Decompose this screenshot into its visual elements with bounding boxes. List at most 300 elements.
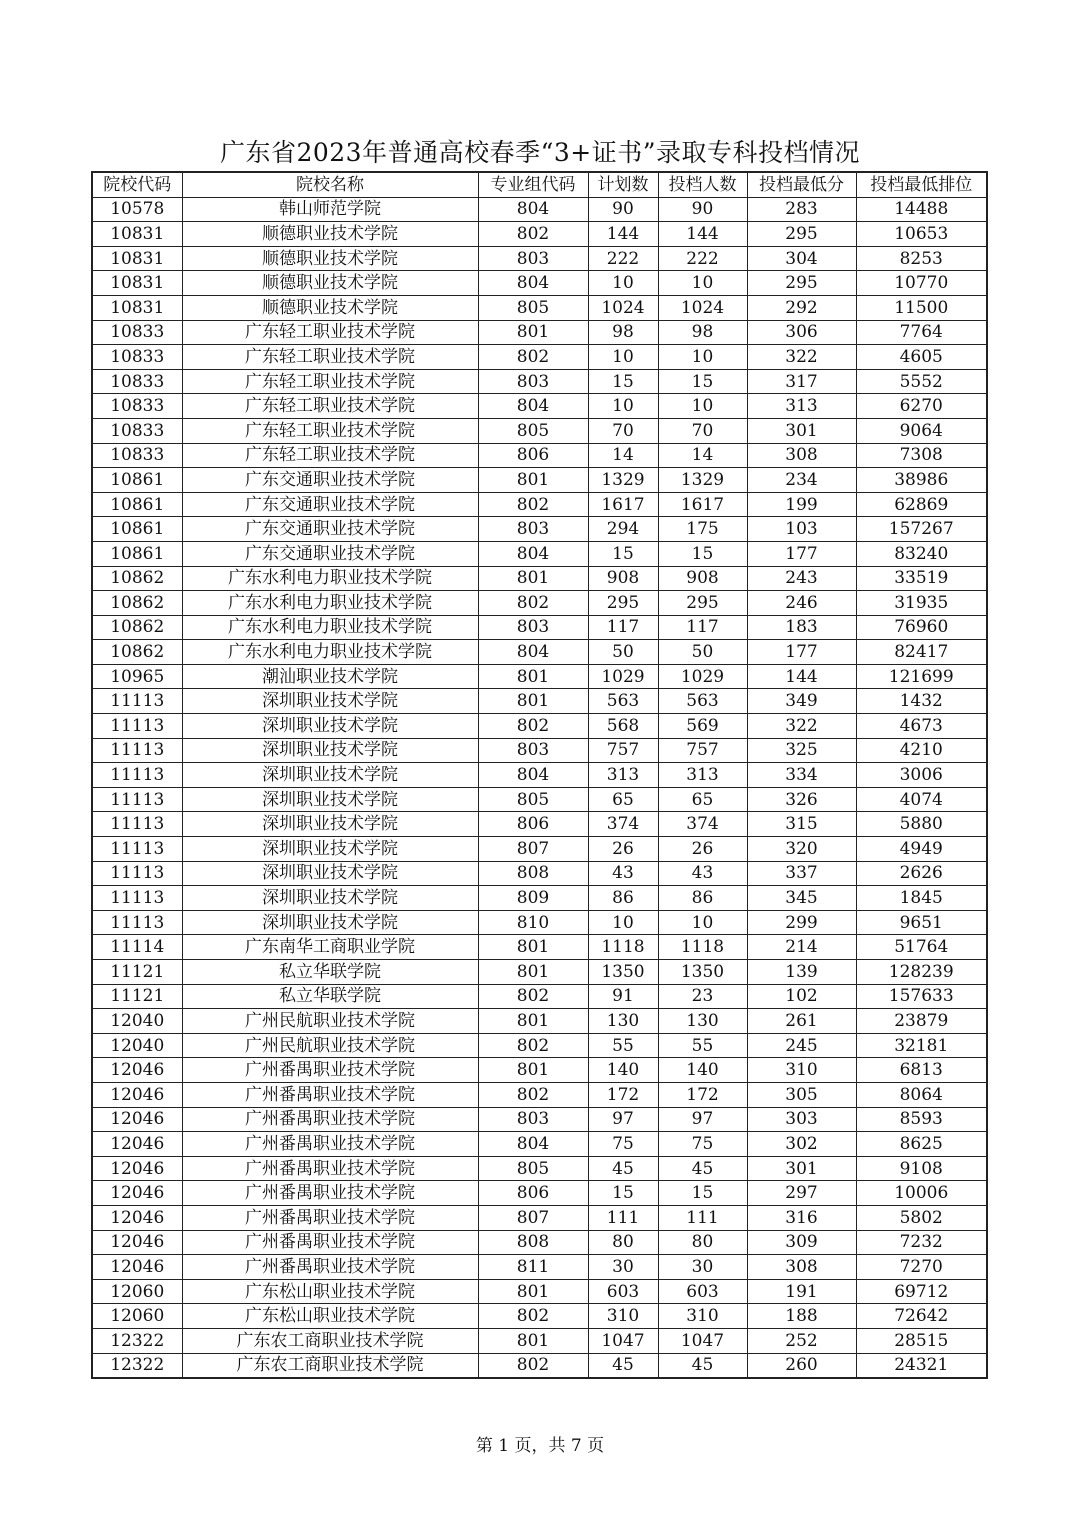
- table-row: [92, 1205, 987, 1230]
- group-code-cell: 802: [478, 345, 588, 370]
- plan-count-cell: 111: [588, 1205, 658, 1230]
- school-code-cell: 12046: [92, 1082, 182, 1107]
- min-score-cell: 337: [747, 861, 856, 886]
- plan-count-cell: 10: [588, 271, 658, 296]
- admitted-count-cell: 15: [658, 369, 747, 394]
- school-code-cell: 12060: [92, 1279, 182, 1304]
- group-code-cell: 801: [478, 1009, 588, 1034]
- plan-count-cell: 91: [588, 984, 658, 1009]
- min-score-cell: 302: [747, 1132, 856, 1157]
- plan-count-cell: 374: [588, 812, 658, 837]
- group-code-cell: 803: [478, 738, 588, 763]
- school-code-cell: 10862: [92, 591, 182, 616]
- min-rank-cell: 4949: [856, 837, 987, 862]
- min-rank-cell: 9651: [856, 910, 987, 935]
- min-rank-cell: 2626: [856, 861, 987, 886]
- group-code-cell: 801: [478, 689, 588, 714]
- admitted-count-cell: 10: [658, 271, 747, 296]
- table-row: [92, 320, 987, 345]
- school-code-cell: 11113: [92, 812, 182, 837]
- plan-count-cell: 15: [588, 1181, 658, 1206]
- table-row: [92, 861, 987, 886]
- table-row: [92, 541, 987, 566]
- school-code-cell: 10862: [92, 566, 182, 591]
- plan-count-cell: 30: [588, 1255, 658, 1280]
- min-score-cell: 315: [747, 812, 856, 837]
- school-name-cell: 广州番禺职业技术学院: [182, 1230, 478, 1255]
- min-score-cell: 295: [747, 222, 856, 247]
- min-score-cell: 234: [747, 468, 856, 493]
- min-rank-cell: 11500: [856, 295, 987, 320]
- admitted-count-cell: 1617: [658, 492, 747, 517]
- group-code-cell: 804: [478, 394, 588, 419]
- min-rank-cell: 8625: [856, 1132, 987, 1157]
- min-rank-cell: 9064: [856, 418, 987, 443]
- admitted-count-cell: 295: [658, 591, 747, 616]
- admitted-count-cell: 43: [658, 861, 747, 886]
- table-row: [92, 812, 987, 837]
- school-code-cell: 10861: [92, 492, 182, 517]
- group-code-cell: 803: [478, 246, 588, 271]
- group-code-cell: 802: [478, 1304, 588, 1329]
- min-rank-cell: 7270: [856, 1255, 987, 1280]
- min-score-cell: 103: [747, 517, 856, 542]
- table-row: [92, 763, 987, 788]
- plan-count-cell: 65: [588, 787, 658, 812]
- school-code-cell: 10861: [92, 541, 182, 566]
- plan-count-cell: 70: [588, 418, 658, 443]
- school-code-cell: 10831: [92, 295, 182, 320]
- table-row: [92, 886, 987, 911]
- school-code-cell: 11113: [92, 763, 182, 788]
- school-code-cell: 12046: [92, 1255, 182, 1280]
- admitted-count-cell: 86: [658, 886, 747, 911]
- min-score-cell: 316: [747, 1205, 856, 1230]
- school-name-cell: 深圳职业技术学院: [182, 837, 478, 862]
- min-rank-cell: 76960: [856, 615, 987, 640]
- school-name-cell: 广东水利电力职业技术学院: [182, 615, 478, 640]
- table-row: [92, 1132, 987, 1157]
- min-rank-cell: 5802: [856, 1205, 987, 1230]
- min-score-cell: 243: [747, 566, 856, 591]
- group-code-cell: 801: [478, 960, 588, 985]
- min-score-cell: 306: [747, 320, 856, 345]
- table-row: [92, 1156, 987, 1181]
- table-row: [92, 271, 987, 296]
- admitted-count-cell: 14: [658, 443, 747, 468]
- table-body: [92, 197, 987, 1378]
- plan-count-cell: 313: [588, 763, 658, 788]
- table-row: [92, 960, 987, 985]
- plan-count-cell: 144: [588, 222, 658, 247]
- admitted-count-cell: 908: [658, 566, 747, 591]
- school-name-cell: 广州民航职业技术学院: [182, 1033, 478, 1058]
- plan-count-cell: 75: [588, 1132, 658, 1157]
- min-rank-cell: 23879: [856, 1009, 987, 1034]
- group-code-cell: 801: [478, 935, 588, 960]
- table-row: [92, 935, 987, 960]
- min-rank-cell: 8064: [856, 1082, 987, 1107]
- group-code-cell: 801: [478, 1279, 588, 1304]
- school-code-cell: 12040: [92, 1033, 182, 1058]
- table-row: [92, 664, 987, 689]
- admitted-count-cell: 172: [658, 1082, 747, 1107]
- school-code-cell: 12046: [92, 1058, 182, 1083]
- plan-count-cell: 1118: [588, 935, 658, 960]
- group-code-cell: 801: [478, 566, 588, 591]
- plan-count-cell: 10: [588, 345, 658, 370]
- plan-count-cell: 55: [588, 1033, 658, 1058]
- table-row: [92, 1107, 987, 1132]
- table-row: [92, 591, 987, 616]
- school-code-cell: 12060: [92, 1304, 182, 1329]
- column-header-min-rank: 投档最低排位: [856, 172, 987, 197]
- table-row: [92, 1230, 987, 1255]
- table-row: [92, 1058, 987, 1083]
- table-row: [92, 369, 987, 394]
- admitted-count-cell: 111: [658, 1205, 747, 1230]
- plan-count-cell: 222: [588, 246, 658, 271]
- group-code-cell: 804: [478, 197, 588, 222]
- min-score-cell: 322: [747, 714, 856, 739]
- plan-count-cell: 603: [588, 1279, 658, 1304]
- plan-count-cell: 908: [588, 566, 658, 591]
- min-rank-cell: 28515: [856, 1328, 987, 1353]
- school-code-cell: 10862: [92, 640, 182, 665]
- school-name-cell: 广东水利电力职业技术学院: [182, 566, 478, 591]
- school-code-cell: 10833: [92, 369, 182, 394]
- min-rank-cell: 7308: [856, 443, 987, 468]
- plan-count-cell: 90: [588, 197, 658, 222]
- plan-count-cell: 80: [588, 1230, 658, 1255]
- min-score-cell: 299: [747, 910, 856, 935]
- min-rank-cell: 10006: [856, 1181, 987, 1206]
- plan-count-cell: 294: [588, 517, 658, 542]
- admitted-count-cell: 97: [658, 1107, 747, 1132]
- school-code-cell: 11113: [92, 787, 182, 812]
- school-code-cell: 12046: [92, 1156, 182, 1181]
- admitted-count-cell: 757: [658, 738, 747, 763]
- group-code-cell: 805: [478, 787, 588, 812]
- admitted-count-cell: 65: [658, 787, 747, 812]
- min-score-cell: 349: [747, 689, 856, 714]
- school-name-cell: 广东农工商职业技术学院: [182, 1328, 478, 1353]
- school-name-cell: 深圳职业技术学院: [182, 689, 478, 714]
- group-code-cell: 805: [478, 1156, 588, 1181]
- school-name-cell: 广州番禺职业技术学院: [182, 1181, 478, 1206]
- min-score-cell: 334: [747, 763, 856, 788]
- min-score-cell: 188: [747, 1304, 856, 1329]
- plan-count-cell: 568: [588, 714, 658, 739]
- page-title: 广东省2023年普通高校春季“3+证书”录取专科投档情况: [219, 138, 861, 167]
- group-code-cell: 809: [478, 886, 588, 911]
- min-score-cell: 139: [747, 960, 856, 985]
- min-rank-cell: 5552: [856, 369, 987, 394]
- min-score-cell: 308: [747, 1255, 856, 1280]
- school-name-cell: 广东松山职业技术学院: [182, 1279, 478, 1304]
- admitted-count-cell: 1118: [658, 935, 747, 960]
- plan-count-cell: 45: [588, 1353, 658, 1378]
- table-row: [92, 1033, 987, 1058]
- plan-count-cell: 98: [588, 320, 658, 345]
- group-code-cell: 802: [478, 591, 588, 616]
- admitted-count-cell: 603: [658, 1279, 747, 1304]
- plan-count-cell: 295: [588, 591, 658, 616]
- school-name-cell: 韩山师范学院: [182, 197, 478, 222]
- group-code-cell: 806: [478, 1181, 588, 1206]
- school-code-cell: 11113: [92, 886, 182, 911]
- school-name-cell: 顺德职业技术学院: [182, 295, 478, 320]
- school-name-cell: 广东交通职业技术学院: [182, 468, 478, 493]
- school-name-cell: 广东轻工职业技术学院: [182, 320, 478, 345]
- min-rank-cell: 3006: [856, 763, 987, 788]
- admitted-count-cell: 75: [658, 1132, 747, 1157]
- group-code-cell: 804: [478, 271, 588, 296]
- min-score-cell: 317: [747, 369, 856, 394]
- group-code-cell: 804: [478, 763, 588, 788]
- school-name-cell: 顺德职业技术学院: [182, 222, 478, 247]
- group-code-cell: 803: [478, 517, 588, 542]
- admitted-count-cell: 15: [658, 1181, 747, 1206]
- min-rank-cell: 10653: [856, 222, 987, 247]
- plan-count-cell: 86: [588, 886, 658, 911]
- min-score-cell: 304: [747, 246, 856, 271]
- table-row: [92, 689, 987, 714]
- school-code-cell: 10861: [92, 517, 182, 542]
- school-name-cell: 广州番禺职业技术学院: [182, 1132, 478, 1157]
- admitted-count-cell: 140: [658, 1058, 747, 1083]
- school-name-cell: 深圳职业技术学院: [182, 861, 478, 886]
- school-name-cell: 广东松山职业技术学院: [182, 1304, 478, 1329]
- group-code-cell: 802: [478, 1353, 588, 1378]
- min-score-cell: 320: [747, 837, 856, 862]
- table-row: [92, 738, 987, 763]
- group-code-cell: 806: [478, 812, 588, 837]
- min-score-cell: 310: [747, 1058, 856, 1083]
- table-row: [92, 1082, 987, 1107]
- school-name-cell: 广东交通职业技术学院: [182, 541, 478, 566]
- school-name-cell: 广州番禺职业技术学院: [182, 1255, 478, 1280]
- school-code-cell: 10833: [92, 345, 182, 370]
- min-score-cell: 303: [747, 1107, 856, 1132]
- school-code-cell: 11113: [92, 738, 182, 763]
- school-name-cell: 广州番禺职业技术学院: [182, 1058, 478, 1083]
- min-rank-cell: 1432: [856, 689, 987, 714]
- admitted-count-cell: 15: [658, 541, 747, 566]
- school-name-cell: 深圳职业技术学院: [182, 886, 478, 911]
- school-code-cell: 12046: [92, 1205, 182, 1230]
- school-name-cell: 广州番禺职业技术学院: [182, 1082, 478, 1107]
- min-rank-cell: 14488: [856, 197, 987, 222]
- plan-count-cell: 140: [588, 1058, 658, 1083]
- min-score-cell: 191: [747, 1279, 856, 1304]
- min-rank-cell: 6813: [856, 1058, 987, 1083]
- school-name-cell: 广州民航职业技术学院: [182, 1009, 478, 1034]
- column-header-school-name: 院校名称: [182, 172, 478, 197]
- school-code-cell: 10578: [92, 197, 182, 222]
- group-code-cell: 810: [478, 910, 588, 935]
- school-code-cell: 11113: [92, 837, 182, 862]
- group-code-cell: 801: [478, 664, 588, 689]
- admission-table: [91, 171, 988, 1379]
- group-code-cell: 804: [478, 1132, 588, 1157]
- plan-count-cell: 26: [588, 837, 658, 862]
- school-code-cell: 11121: [92, 984, 182, 1009]
- school-code-cell: 10831: [92, 271, 182, 296]
- min-score-cell: 199: [747, 492, 856, 517]
- admitted-count-cell: 30: [658, 1255, 747, 1280]
- table-row: [92, 345, 987, 370]
- school-name-cell: 广东轻工职业技术学院: [182, 369, 478, 394]
- admitted-count-cell: 70: [658, 418, 747, 443]
- min-score-cell: 305: [747, 1082, 856, 1107]
- group-code-cell: 802: [478, 714, 588, 739]
- plan-count-cell: 117: [588, 615, 658, 640]
- min-score-cell: 295: [747, 271, 856, 296]
- min-rank-cell: 5880: [856, 812, 987, 837]
- admitted-count-cell: 10: [658, 345, 747, 370]
- school-code-cell: 12046: [92, 1107, 182, 1132]
- admitted-count-cell: 222: [658, 246, 747, 271]
- table-row: [92, 295, 987, 320]
- min-rank-cell: 157267: [856, 517, 987, 542]
- admitted-count-cell: 563: [658, 689, 747, 714]
- plan-count-cell: 563: [588, 689, 658, 714]
- min-rank-cell: 157633: [856, 984, 987, 1009]
- min-rank-cell: 62869: [856, 492, 987, 517]
- school-code-cell: 10862: [92, 615, 182, 640]
- group-code-cell: 802: [478, 1082, 588, 1107]
- group-code-cell: 804: [478, 541, 588, 566]
- min-rank-cell: 6270: [856, 394, 987, 419]
- table-row: [92, 1009, 987, 1034]
- min-score-cell: 283: [747, 197, 856, 222]
- column-header-plan-count: 计划数: [588, 172, 658, 197]
- plan-count-cell: 10: [588, 394, 658, 419]
- group-code-cell: 803: [478, 1107, 588, 1132]
- table-row: [92, 492, 987, 517]
- min-rank-cell: 10770: [856, 271, 987, 296]
- school-code-cell: 12322: [92, 1353, 182, 1378]
- min-score-cell: 309: [747, 1230, 856, 1255]
- school-name-cell: 广东水利电力职业技术学院: [182, 591, 478, 616]
- school-name-cell: 广州番禺职业技术学院: [182, 1205, 478, 1230]
- table-row: [92, 910, 987, 935]
- table-row: [92, 1255, 987, 1280]
- school-code-cell: 10833: [92, 418, 182, 443]
- min-score-cell: 102: [747, 984, 856, 1009]
- admitted-count-cell: 23: [658, 984, 747, 1009]
- school-code-cell: 10965: [92, 664, 182, 689]
- min-score-cell: 322: [747, 345, 856, 370]
- school-name-cell: 深圳职业技术学院: [182, 714, 478, 739]
- min-rank-cell: 33519: [856, 566, 987, 591]
- admitted-count-cell: 313: [658, 763, 747, 788]
- admitted-count-cell: 55: [658, 1033, 747, 1058]
- min-score-cell: 313: [747, 394, 856, 419]
- page-footer: 第 1 页，共 7 页: [475, 1436, 605, 1456]
- school-code-cell: 10833: [92, 320, 182, 345]
- table-row: [92, 468, 987, 493]
- admitted-count-cell: 10: [658, 910, 747, 935]
- school-name-cell: 私立华联学院: [182, 984, 478, 1009]
- school-code-cell: 10831: [92, 246, 182, 271]
- plan-count-cell: 45: [588, 1156, 658, 1181]
- school-name-cell: 私立华联学院: [182, 960, 478, 985]
- school-code-cell: 10833: [92, 394, 182, 419]
- admitted-count-cell: 90: [658, 197, 747, 222]
- school-name-cell: 广东轻工职业技术学院: [182, 418, 478, 443]
- admitted-count-cell: 50: [658, 640, 747, 665]
- plan-count-cell: 1617: [588, 492, 658, 517]
- min-score-cell: 261: [747, 1009, 856, 1034]
- group-code-cell: 806: [478, 443, 588, 468]
- min-rank-cell: 1845: [856, 886, 987, 911]
- plan-count-cell: 757: [588, 738, 658, 763]
- min-rank-cell: 72642: [856, 1304, 987, 1329]
- plan-count-cell: 1029: [588, 664, 658, 689]
- min-rank-cell: 9108: [856, 1156, 987, 1181]
- min-rank-cell: 51764: [856, 935, 987, 960]
- plan-count-cell: 14: [588, 443, 658, 468]
- school-code-cell: 10831: [92, 222, 182, 247]
- min-rank-cell: 128239: [856, 960, 987, 985]
- column-header-group-code: 专业组代码: [478, 172, 588, 197]
- min-score-cell: 326: [747, 787, 856, 812]
- group-code-cell: 802: [478, 222, 588, 247]
- min-score-cell: 325: [747, 738, 856, 763]
- table-row: [92, 984, 987, 1009]
- table-row: [92, 443, 987, 468]
- group-code-cell: 801: [478, 320, 588, 345]
- admitted-count-cell: 117: [658, 615, 747, 640]
- min-rank-cell: 82417: [856, 640, 987, 665]
- min-score-cell: 297: [747, 1181, 856, 1206]
- school-name-cell: 顺德职业技术学院: [182, 246, 478, 271]
- min-rank-cell: 7764: [856, 320, 987, 345]
- table-row: [92, 418, 987, 443]
- group-code-cell: 802: [478, 1033, 588, 1058]
- school-name-cell: 广东交通职业技术学院: [182, 517, 478, 542]
- group-code-cell: 807: [478, 1205, 588, 1230]
- plan-count-cell: 1350: [588, 960, 658, 985]
- school-name-cell: 深圳职业技术学院: [182, 763, 478, 788]
- plan-count-cell: 50: [588, 640, 658, 665]
- table-row: [92, 566, 987, 591]
- table-row: [92, 1279, 987, 1304]
- school-name-cell: 深圳职业技术学院: [182, 812, 478, 837]
- min-score-cell: 260: [747, 1353, 856, 1378]
- min-rank-cell: 31935: [856, 591, 987, 616]
- group-code-cell: 802: [478, 492, 588, 517]
- table-row: [92, 1328, 987, 1353]
- school-name-cell: 广东轻工职业技术学院: [182, 345, 478, 370]
- table-row: [92, 222, 987, 247]
- min-score-cell: 177: [747, 541, 856, 566]
- min-rank-cell: 38986: [856, 468, 987, 493]
- school-name-cell: 广东交通职业技术学院: [182, 492, 478, 517]
- school-name-cell: 广东农工商职业技术学院: [182, 1353, 478, 1378]
- school-code-cell: 11121: [92, 960, 182, 985]
- min-rank-cell: 69712: [856, 1279, 987, 1304]
- group-code-cell: 805: [478, 418, 588, 443]
- school-name-cell: 深圳职业技术学院: [182, 910, 478, 935]
- min-score-cell: 245: [747, 1033, 856, 1058]
- group-code-cell: 801: [478, 1058, 588, 1083]
- min-rank-cell: 8593: [856, 1107, 987, 1132]
- school-code-cell: 11113: [92, 689, 182, 714]
- min-rank-cell: 32181: [856, 1033, 987, 1058]
